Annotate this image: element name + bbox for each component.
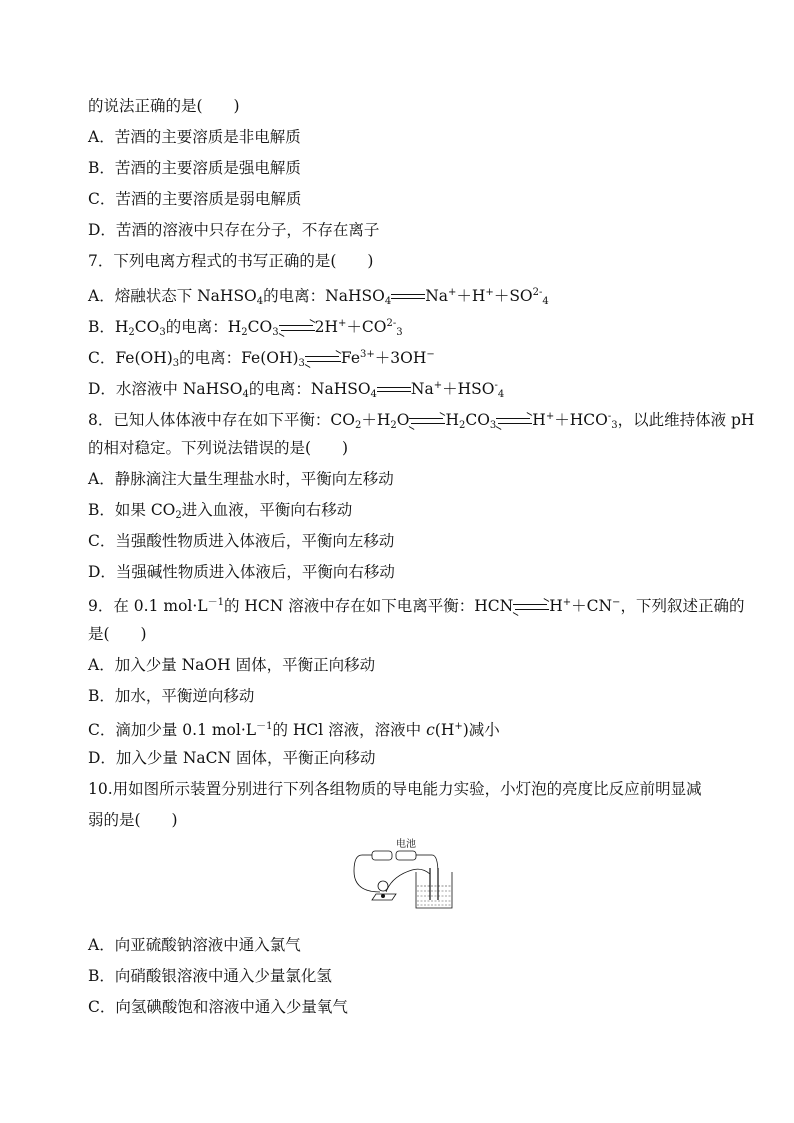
text: C．向氢碘酸饱和溶液中通入少量氧气 — [88, 998, 348, 1016]
subscript: 3 — [272, 327, 279, 338]
text: 的 HCl 溶液，溶液中 — [272, 721, 427, 739]
question-7-stem — [88, 251, 373, 271]
text: 2H — [314, 318, 338, 336]
superscript: + — [448, 287, 457, 298]
text: 的 HCN 溶液中存在如下电离平衡：HCN — [223, 597, 514, 615]
q10-option-c — [88, 997, 348, 1017]
superscript: + — [433, 380, 443, 391]
text: ，以此维持体液 pH — [617, 411, 755, 429]
beaker-icon — [416, 872, 452, 908]
text: 7．下列电离方程式的书写正确的是( ) — [88, 252, 374, 270]
superscript: 2- — [386, 318, 397, 329]
q6-option-c — [88, 189, 301, 209]
text: C．当强酸性物质进入体液后，平衡向左移动 — [88, 532, 395, 550]
battery-label: 电池 — [396, 839, 416, 850]
question-6-stem-end — [88, 96, 240, 116]
q7-option-c — [88, 345, 435, 374]
superscript: －1 — [256, 721, 273, 732]
text: A．静脉滴注大量生理盐水时，平衡向左移动 — [88, 470, 394, 488]
subscript: 3 — [611, 420, 618, 431]
superscript: + — [338, 318, 347, 329]
question-8-stem — [88, 407, 754, 436]
text: A．苦酒的主要溶质是非电解质 — [88, 128, 301, 146]
subscript: 3 — [172, 358, 180, 369]
q7-option-b — [88, 314, 403, 343]
reversible-arrow — [496, 417, 532, 425]
text: B．H — [88, 318, 129, 336]
conductivity-apparatus-figure — [352, 836, 456, 910]
text: 进入血液，平衡向右移动 — [181, 501, 353, 519]
text: H — [445, 411, 459, 429]
q9-option-a — [88, 655, 375, 675]
battery-cell-2 — [396, 851, 416, 860]
q6-option-a — [88, 127, 301, 147]
text: 9．在 0.1 mol·L — [88, 597, 208, 615]
text: D．加入少量 NaCN 固体，平衡正向移动 — [88, 749, 376, 767]
subscript: 4 — [497, 389, 505, 400]
text: 弱的是( ) — [88, 811, 178, 829]
text: A．熔融状态下 NaHSO — [88, 287, 257, 305]
text: ，下列叙述正确的 — [620, 597, 745, 615]
wire-right — [432, 855, 438, 874]
superscript: + — [454, 721, 463, 732]
q9-option-c — [88, 717, 500, 740]
text: ＋CN — [571, 597, 613, 615]
superscript: －1 — [207, 597, 224, 608]
reversible-arrow — [513, 603, 549, 611]
subscript: 2 — [128, 327, 135, 338]
text: Na — [410, 380, 434, 398]
text: 10.用如图所示装置分别进行下列各组物质的导电能力实验，小灯泡的亮度比反应前明显减 — [88, 780, 702, 798]
question-9-stem — [88, 593, 744, 616]
q9-option-d — [88, 748, 376, 768]
superscript: 3+ — [360, 349, 375, 360]
equals-sign — [391, 293, 425, 301]
superscript: - — [494, 380, 498, 391]
subscript: 2 — [458, 420, 466, 431]
subscript: 4 — [256, 296, 264, 307]
bulb-icon — [378, 881, 388, 891]
q8-option-c — [88, 531, 394, 551]
q8-option-a — [88, 469, 394, 489]
text: ＋SO — [493, 287, 533, 305]
text: 是( ) — [88, 625, 147, 643]
question-8-stem-cont — [88, 438, 348, 458]
wire-left — [354, 855, 380, 892]
text: 的电离：H — [165, 318, 242, 336]
text: B．向硝酸银溶液中通入少量氯化氢 — [88, 967, 332, 985]
superscript: − — [612, 597, 621, 608]
q7-option-a — [88, 283, 549, 312]
text: ＋HSO — [442, 380, 495, 398]
text: C．苦酒的主要溶质是弱电解质 — [88, 190, 302, 208]
subscript: 3 — [489, 420, 497, 431]
superscript: + — [485, 287, 494, 298]
subscript: 2 — [354, 420, 362, 431]
text: 的电离：NaHSO — [263, 287, 385, 305]
text: A．加入少量 NaOH 固体，平衡正向移动 — [88, 656, 376, 674]
text: 的电离：Fe(OH) — [179, 349, 299, 367]
question-10-stem — [88, 779, 702, 799]
italic-c: c — [426, 721, 435, 739]
text: ＋HCO — [554, 411, 608, 429]
text: ＋3OH — [374, 349, 427, 367]
q10-option-a — [88, 935, 301, 955]
text: H — [549, 597, 563, 615]
q9-option-b — [88, 686, 254, 706]
text: Na — [425, 287, 448, 305]
subscript: 3 — [298, 358, 305, 369]
text: CO — [247, 318, 273, 336]
text: D．水溶液中 NaHSO — [88, 380, 243, 398]
subscript: 2 — [175, 510, 182, 521]
text: 的相对稳定。下列说法错误的是( ) — [88, 439, 349, 457]
text: (H — [434, 721, 455, 739]
subscript: 4 — [370, 389, 377, 400]
text: B．加水，平衡逆向移动 — [88, 687, 255, 705]
text: D．苦酒的溶液中只存在分子，不存在离子 — [88, 221, 380, 239]
text: 8．已知人体体液中存在如下平衡：CO — [88, 411, 355, 429]
text: A．向亚硫酸钠溶液中通入氯气 — [88, 936, 301, 954]
text: CO — [134, 318, 160, 336]
q8-option-b — [88, 500, 352, 526]
q6-option-d — [88, 220, 379, 240]
text: ＋CO — [346, 318, 387, 336]
subscript: 2 — [390, 420, 397, 431]
reversible-arrow — [279, 324, 315, 332]
q10-option-b — [88, 966, 332, 986]
superscript: + — [562, 597, 572, 608]
q8-option-d — [88, 562, 395, 582]
text: C．滴加少量 0.1 mol·L — [88, 721, 257, 739]
q7-option-d — [88, 376, 504, 405]
text: O — [396, 411, 410, 429]
text: Fe — [340, 349, 361, 367]
subscript: 4 — [542, 296, 549, 307]
text: CO — [465, 411, 490, 429]
subscript: 2 — [241, 327, 248, 338]
text: D．当强碱性物质进入体液后，平衡向右移动 — [88, 563, 395, 581]
subscript: 4 — [242, 389, 249, 400]
equals-sign — [377, 386, 411, 394]
superscript: - — [607, 411, 612, 422]
question-10-stem-cont — [88, 810, 178, 830]
reversible-arrow — [409, 417, 445, 425]
subscript: 4 — [384, 296, 392, 307]
reversible-arrow — [305, 355, 341, 363]
question-9-stem-cont — [88, 624, 147, 644]
text: 的说法正确的是( ) — [88, 97, 240, 115]
q6-option-b — [88, 158, 301, 178]
text: B．苦酒的主要溶质是强电解质 — [88, 159, 301, 177]
subscript: 3 — [159, 327, 166, 338]
superscript: 2- — [532, 287, 543, 298]
text: B．如果 CO — [88, 501, 176, 519]
superscript: − — [426, 349, 435, 360]
subscript: 3 — [396, 327, 403, 338]
text: ＋H — [456, 287, 486, 305]
text: )减小 — [462, 721, 500, 739]
text: C．Fe(OH) — [88, 349, 173, 367]
text: ＋H — [361, 411, 391, 429]
text: H — [532, 411, 546, 429]
superscript: + — [545, 411, 555, 422]
text: 的电离：NaHSO — [248, 380, 371, 398]
battery-cell-1 — [372, 851, 392, 860]
